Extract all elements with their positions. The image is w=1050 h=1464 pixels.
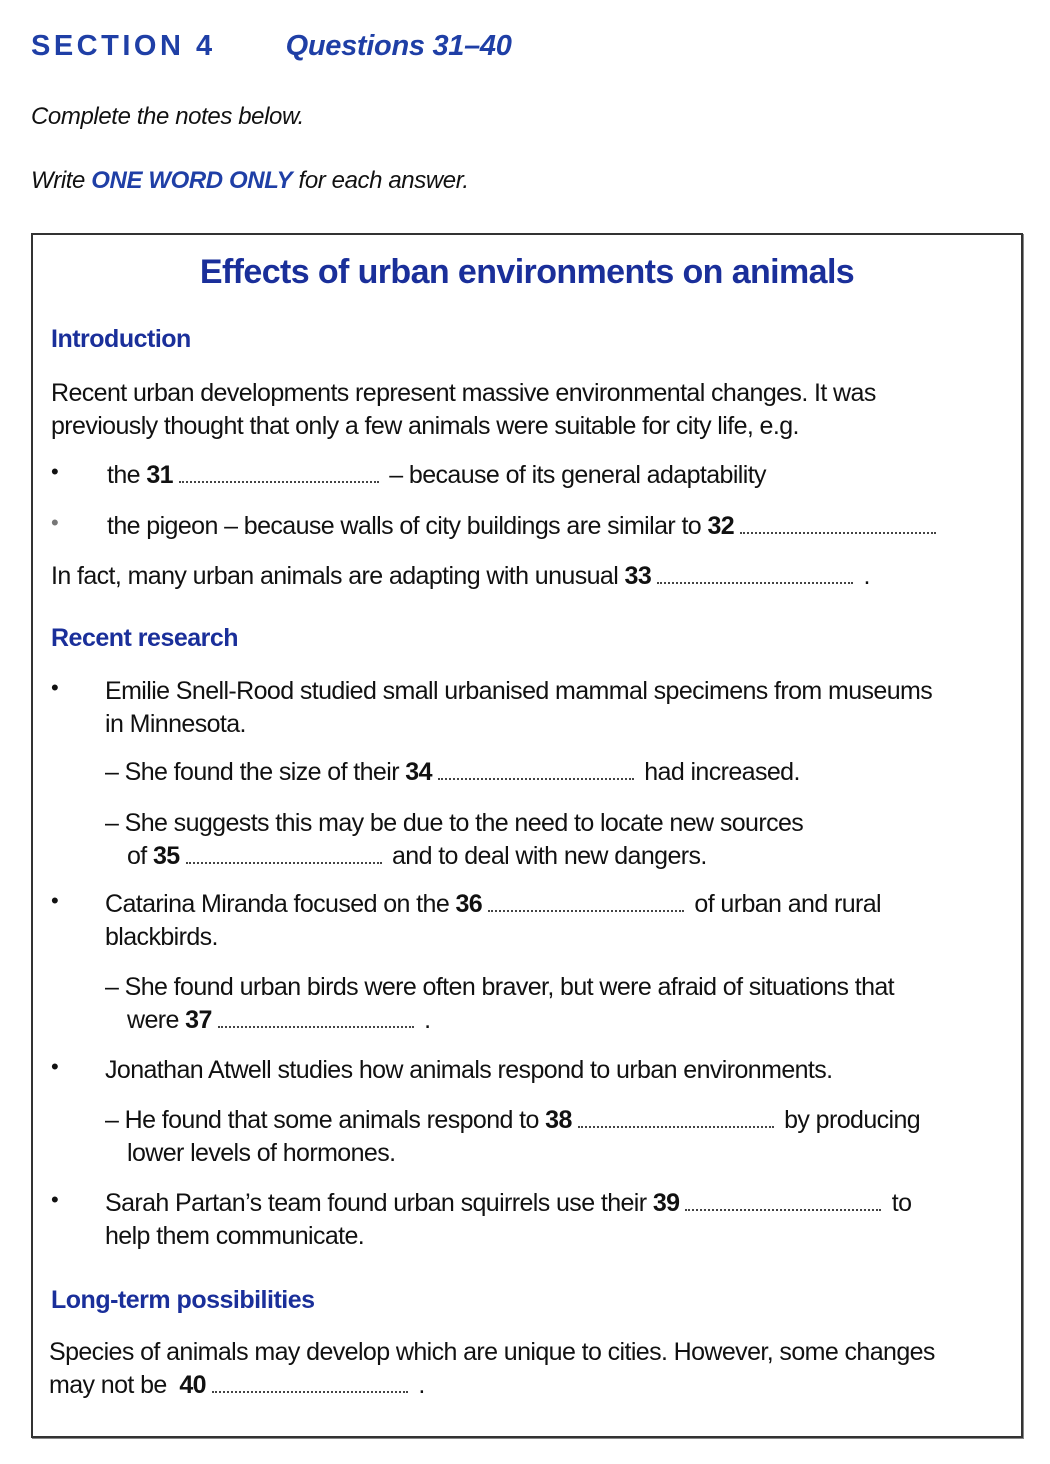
question-number-36: 36 <box>455 890 483 918</box>
question-34-line <box>105 756 800 789</box>
question-number-35: 35 <box>153 842 180 870</box>
answer-blank-35[interactable] <box>186 861 382 864</box>
text: help them communicate. <box>105 1222 365 1250</box>
question-number-33: 33 <box>624 562 652 590</box>
bullet-icon: • <box>51 1187 59 1212</box>
question-33-line <box>51 560 870 593</box>
question-number-32: 32 <box>707 512 735 540</box>
heading-recent-research: Recent research <box>51 624 239 652</box>
text: blackbirds. <box>105 923 218 951</box>
question-36-line <box>105 888 881 921</box>
text: Species of animals may develop which are unique to cities. However, some changes <box>49 1338 935 1366</box>
notes-box <box>31 233 1023 1438</box>
question-35-line <box>105 840 803 873</box>
answer-blank-31[interactable] <box>179 480 379 483</box>
text: of urban and rural <box>688 890 881 918</box>
question-number-34: 34 <box>405 758 432 786</box>
intro-paragraph <box>51 377 876 443</box>
heading-introduction: Introduction <box>51 325 191 353</box>
questions-range: Questions 31–40 <box>285 30 512 62</box>
question-number-39: 39 <box>652 1189 680 1217</box>
text: had increased. <box>637 758 800 786</box>
answer-blank-33[interactable] <box>657 581 853 584</box>
question-38-paragraph <box>105 1104 920 1170</box>
text: and to deal with new dangers. <box>385 842 707 870</box>
text: . <box>411 1371 425 1399</box>
text: in Minnesota. <box>105 710 246 738</box>
bullet-icon: • <box>51 675 59 700</box>
section-header <box>31 30 512 70</box>
instruction-word-limit <box>31 167 469 195</box>
text: Catarina Miranda focused on the <box>105 890 456 918</box>
question-number-38: 38 <box>545 1106 572 1134</box>
question-37-line <box>105 1004 894 1037</box>
intro-line-1: Recent urban developments represent massive environmental changes. It was <box>51 379 876 407</box>
bullet-icon: • <box>51 459 59 484</box>
question-number-40: 40 <box>179 1371 206 1399</box>
question-37-paragraph <box>105 971 894 1037</box>
text: the <box>107 461 147 489</box>
text: . <box>417 1006 431 1034</box>
text: lower levels of hormones. <box>127 1139 396 1167</box>
text: – He found that some animals respond to <box>105 1106 546 1134</box>
notes-title: Effects of urban environments on animals <box>199 253 855 291</box>
question-40-line <box>49 1369 935 1402</box>
answer-blank-39[interactable] <box>685 1208 881 1211</box>
text: – She found the size of their <box>105 758 406 786</box>
text: by producing <box>777 1106 921 1134</box>
text: – She found urban birds were often braver, but were afraid of situations that <box>105 973 895 1001</box>
heading-long-term: Long-term possibilities <box>51 1286 315 1314</box>
answer-blank-38[interactable] <box>578 1125 774 1128</box>
miranda-paragraph <box>105 888 881 954</box>
text: the pigeon – because walls of city buildings are similar to <box>107 512 708 540</box>
answer-blank-32[interactable] <box>740 531 936 534</box>
text: may not be <box>49 1371 180 1399</box>
question-31-line <box>107 459 766 492</box>
bullet-icon: • <box>51 1054 59 1079</box>
word-limit-emphasis: ONE WORD ONLY <box>91 167 293 194</box>
answer-blank-37[interactable] <box>218 1025 414 1028</box>
question-number-37: 37 <box>185 1006 212 1034</box>
text: . <box>857 562 870 590</box>
answer-blank-34[interactable] <box>438 777 634 780</box>
text: In fact, many urban animals are adapting with unusual <box>51 562 625 590</box>
bullet-icon: • <box>51 888 59 913</box>
question-32-line <box>107 510 940 543</box>
instruction-post: for each answer. <box>292 167 469 194</box>
intro-line-2: previously thought that only a few animals were suitable for city life, e.g. <box>51 412 799 440</box>
long-term-paragraph <box>49 1336 935 1402</box>
instruction-pre: Write <box>31 167 92 194</box>
text: – because of its general adaptability <box>382 461 766 489</box>
text: Emilie Snell-Rood studied small urbanised mammal specimens from museums <box>105 677 933 705</box>
text: of <box>127 842 153 870</box>
question-35-paragraph <box>105 807 803 873</box>
atwell-line: Jonathan Atwell studies how animals respond to urban environments. <box>105 1056 833 1084</box>
question-39-line <box>105 1187 911 1220</box>
text: – She suggests this may be due to the need to locate new sources <box>105 809 804 837</box>
question-38-line <box>105 1104 920 1137</box>
text: to <box>885 1189 912 1217</box>
answer-blank-36[interactable] <box>488 909 684 912</box>
partan-paragraph <box>105 1187 911 1253</box>
text: Sarah Partan’s team found urban squirrels use their <box>105 1189 653 1217</box>
section-label: SECTION 4 <box>31 30 216 62</box>
instruction-complete-notes: Complete the notes below. <box>31 103 304 130</box>
answer-blank-40[interactable] <box>212 1390 408 1393</box>
text: were <box>127 1006 186 1034</box>
question-number-31: 31 <box>146 461 173 489</box>
bullet-icon: • <box>51 510 59 535</box>
snell-rood-paragraph <box>105 675 932 741</box>
